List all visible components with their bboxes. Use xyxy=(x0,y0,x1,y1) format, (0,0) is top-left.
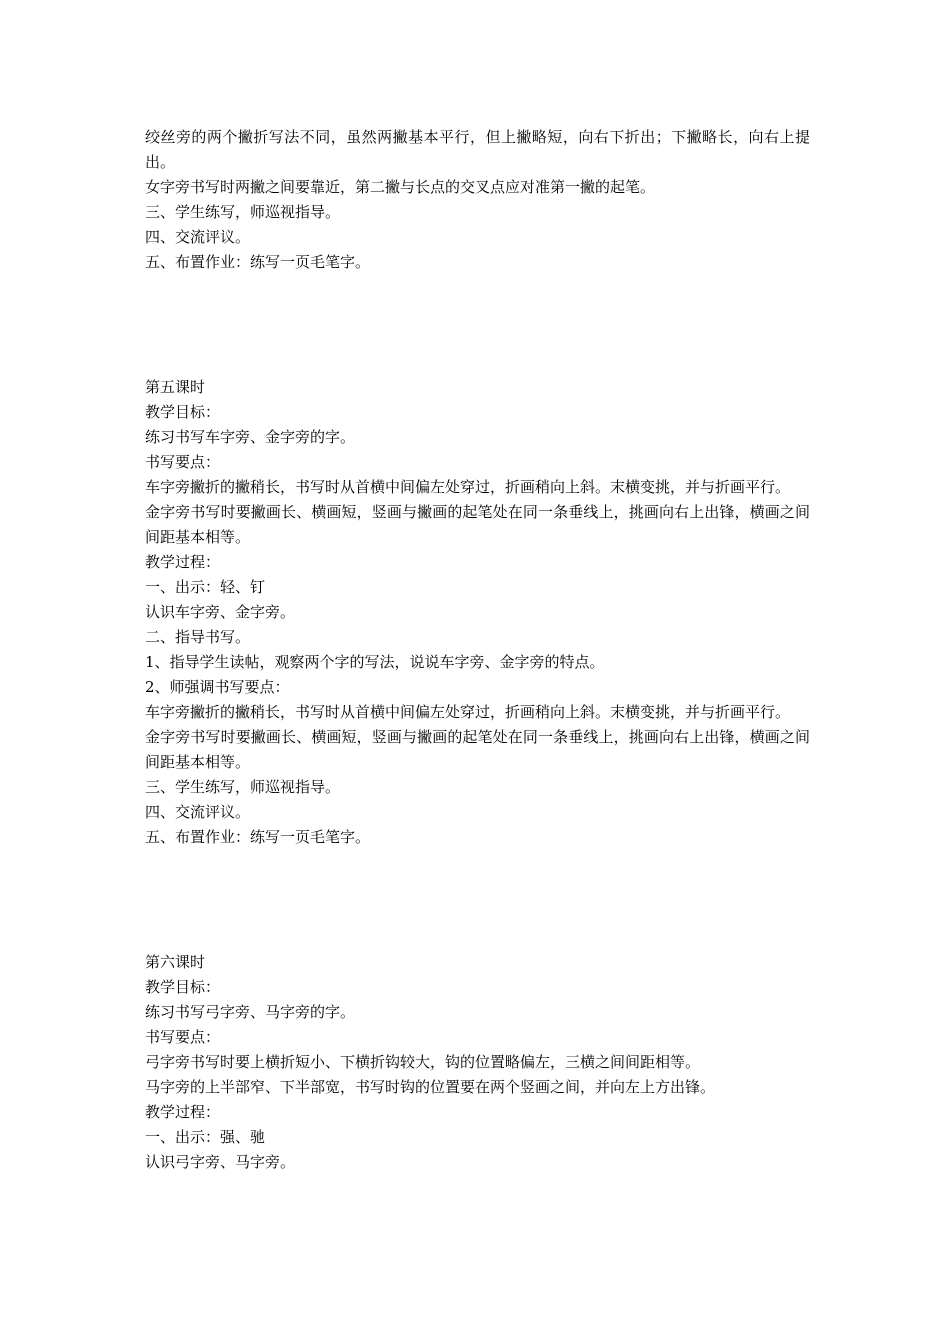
step-homework: 五、布置作业：练写一页毛笔字。 xyxy=(145,253,371,271)
lesson-5-repeat-point-vehicle: 车字旁撇折的撇稍长，书写时从首横中间偏左处穿过，折画稍向上斜。末横变挑，并与折画平行。 xyxy=(145,703,791,721)
lesson-5-goal: 练习书写车字旁、金字旁的字。 xyxy=(145,428,356,446)
lesson-5-repeat-point-metal: 金字旁书写时要撇画长、横画短，竖画与撇画的起笔处在同一条垂线上，挑画向右上出锋，横画之间间距基本相等。 xyxy=(145,728,810,771)
lesson-5-goal-label: 教学目标： xyxy=(145,403,221,421)
section-spacer xyxy=(145,275,810,375)
lesson-5-points-label: 书写要点： xyxy=(145,453,221,471)
lesson-5-step-4: 四、交流评议。 xyxy=(145,803,251,821)
step-discuss: 四、交流评议。 xyxy=(145,228,251,246)
lesson-6-step-1: 一、出示：强、驰 xyxy=(145,1128,266,1146)
lesson-6-goal-label: 教学目标： xyxy=(145,978,221,996)
lesson-5-point-metal-radical: 金字旁书写时要撇画长、横画短，竖画与撇画的起笔处在同一条垂线上，挑画向右上出锋，横画之间间距基本相等。 xyxy=(145,503,810,546)
lesson-6-title: 第六课时 xyxy=(145,953,206,971)
lesson-5-step-1: 一、出示：轻、钉 xyxy=(145,578,266,596)
lesson-5-step-3: 三、学生练写，师巡视指导。 xyxy=(145,778,341,796)
document-page xyxy=(145,125,810,1175)
lesson-6-process-label: 教学过程： xyxy=(145,1103,221,1121)
paragraph-woman-radical: 女字旁书写时两撇之间要靠近，第二撇与长点的交叉点应对准第一撇的起笔。 xyxy=(145,178,656,196)
lesson-6-point-horse-radical: 马字旁的上半部窄、下半部宽，书写时钩的位置要在两个竖画之间，并向左上方出锋。 xyxy=(145,1078,716,1096)
section-spacer xyxy=(145,850,810,950)
lesson-6-goal: 练习书写弓字旁、马字旁的字。 xyxy=(145,1003,356,1021)
lesson-5-step-2-sub-1: 1、指导学生读帖，观察两个字的写法，说说车字旁、金字旁的特点。 xyxy=(145,653,605,671)
lesson-5-step-2-sub-2: 2、师强调书写要点： xyxy=(145,678,290,696)
lesson-6-point-bow-radical: 弓字旁书写时要上横折短小、下横折钩较大，钩的位置略偏左，三横之间间距相等。 xyxy=(145,1053,701,1071)
lesson-5-process-label: 教学过程： xyxy=(145,553,221,571)
lesson-5-step-5: 五、布置作业：练写一页毛笔字。 xyxy=(145,828,371,846)
lesson-5-step-2: 二、指导书写。 xyxy=(145,628,251,646)
lesson-6-step-1-note: 认识弓字旁、马字旁。 xyxy=(145,1153,296,1171)
step-practice: 三、学生练写，师巡视指导。 xyxy=(145,203,341,221)
lesson-5-title: 第五课时 xyxy=(145,378,206,396)
lesson-5-step-1-note: 认识车字旁、金字旁。 xyxy=(145,603,296,621)
lesson-6-points-label: 书写要点： xyxy=(145,1028,221,1046)
lesson-5-point-vehicle-radical: 车字旁撇折的撇稍长，书写时从首横中间偏左处穿过，折画稍向上斜。末横变挑，并与折画平行。 xyxy=(145,478,791,496)
paragraph-silk-radical: 绞丝旁的两个撇折写法不同，虽然两撇基本平行，但上撇略短，向右下折出；下撇略长，向右上提出。 xyxy=(145,128,810,171)
